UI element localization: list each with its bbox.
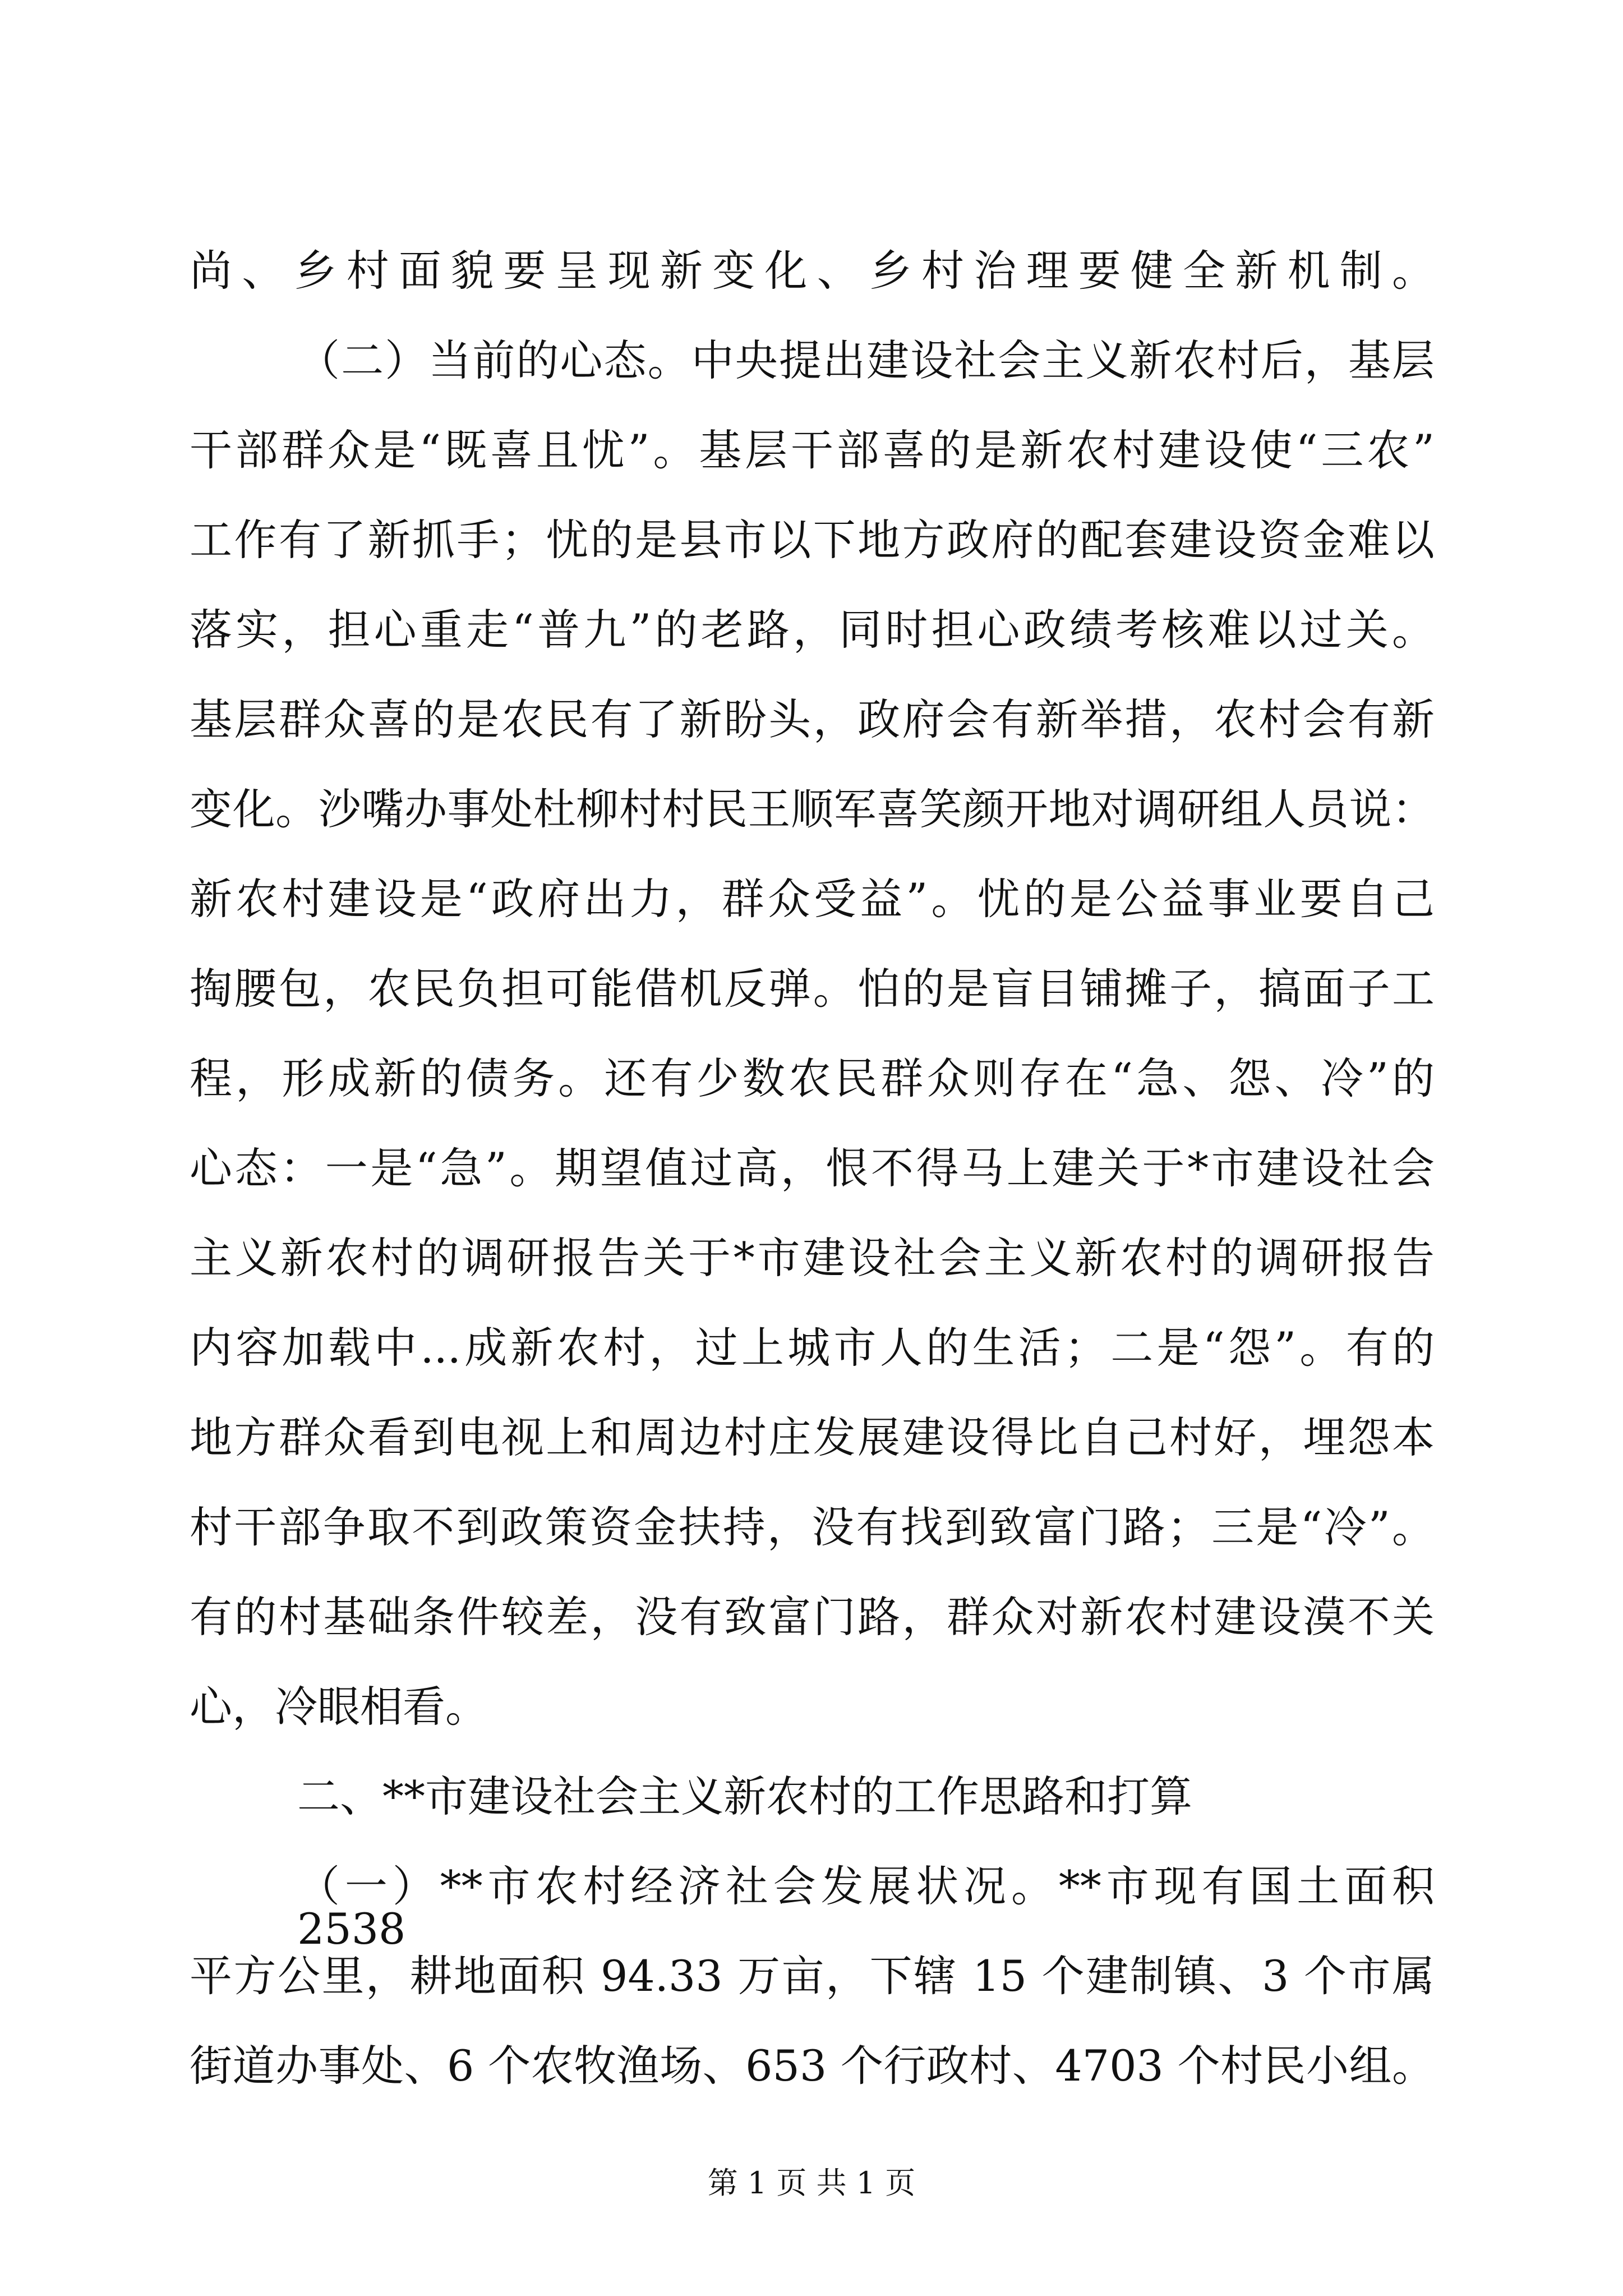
text-line: （二）当前的心态。中央提出建设社会主义新农村后，基层 <box>297 335 1435 385</box>
text-line: 心，冷眼相看。 <box>190 1682 488 1732</box>
text-line: 地方群众看到电视上和周边村庄发展建设得比自己村好，埋怨本 <box>190 1412 1435 1462</box>
text-line: 心态：一是“急”。期望值过高，恨不得马上建关于*市建设社会 <box>190 1143 1435 1193</box>
text-line: 街道办事处、6 个农牧渔场、653 个行政村、4703 个村民小组。 <box>190 2041 1435 2091</box>
text-line: 程，形成新的债务。还有少数农民群众则存在“急、怨、冷”的 <box>190 1053 1435 1103</box>
text-line: 主义新农村的调研报告关于*市建设社会主义新农村的调研报告 <box>190 1233 1435 1283</box>
text-line: 新农村建设是“政府出力，群众受益”。忧的是公益事业要自己 <box>190 874 1435 924</box>
text-line: 干部群众是“既喜且忧”。基层干部喜的是新农村建设使“三农” <box>190 425 1435 475</box>
text-line: （一）**市农村经济社会发展状况。**市现有国土面积 2538 <box>297 1861 1435 1954</box>
text-line: 变化。沙嘴办事处杜柳村村民王顺军喜笑颜开地对调研组人员说： <box>190 784 1435 834</box>
text-line: 平方公里，耕地面积 94.33 万亩，下辖 15 个建制镇、3 个市属 <box>190 1951 1435 2001</box>
text-line: 有的村基础条件较差，没有致富门路，群众对新农村建设漠不关 <box>190 1592 1435 1642</box>
text-line: 落实，担心重走“普九”的老路，同时担心政绩考核难以过关。 <box>190 605 1435 655</box>
text-line: 村干部争取不到政策资金扶持，没有找到致富门路；三是“冷”。 <box>190 1502 1435 1552</box>
text-line: 工作有了新抓手；忧的是县市以下地方政府的配套建设资金难以 <box>190 515 1435 565</box>
section-heading: 二、**市建设社会主义新农村的工作思路和打算 <box>297 1772 1192 1821</box>
text-line: 内容加载中...成新农村，过上城市人的生活；二是“怨”。有的 <box>190 1323 1435 1373</box>
page-footer: 第 1 页 共 1 页 <box>707 2165 916 2201</box>
text-line: 基层群众喜的是农民有了新盼头，政府会有新举措，农村会有新 <box>190 694 1435 744</box>
text-line: 尚、乡村面貌要呈现新变化、乡村治理要健全新机制。 <box>190 246 1435 296</box>
text-line: 掏腰包，农民负担可能借机反弹。怕的是盲目铺摊子，搞面子工 <box>190 964 1435 1014</box>
